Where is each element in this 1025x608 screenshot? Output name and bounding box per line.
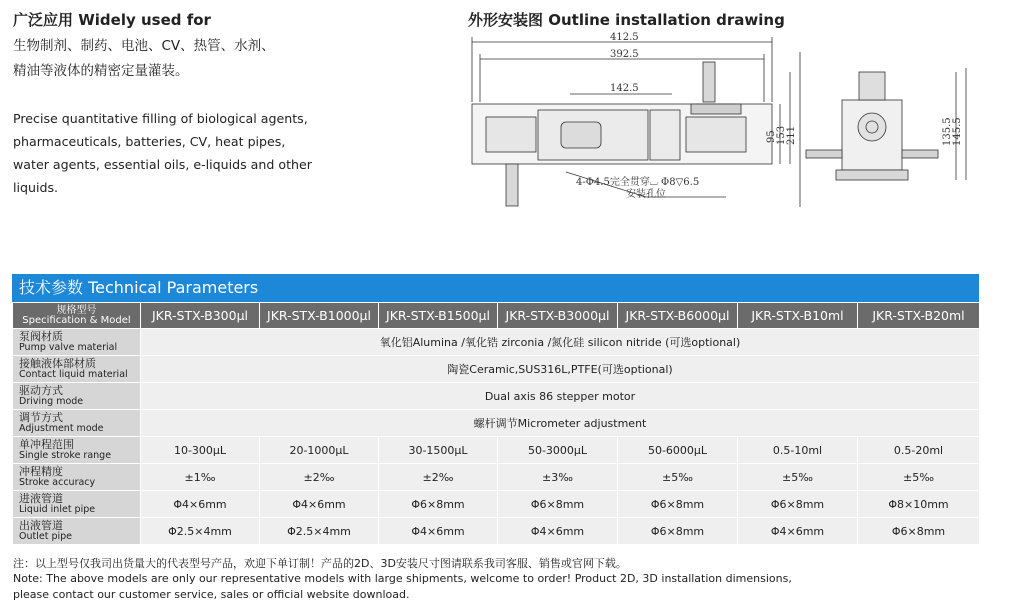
hole-note: 4-Φ4.5完全贯穿⌴ Φ8▽6.5 (576, 177, 700, 188)
applications-title: 广泛应用 Widely used for (13, 11, 211, 29)
row-label-zh: 泵阀材质 (19, 330, 63, 343)
table-row (13, 437, 980, 464)
table-cell: Φ2.5×4mm (260, 518, 379, 545)
table-cell: Φ4×6mm (379, 518, 498, 545)
table-cell: 10-300µL (141, 437, 260, 464)
model-header: JKR-STX-B3000µl (498, 303, 618, 329)
row-label-zh: 调节方式 (19, 411, 63, 424)
dim-95: 95 (766, 130, 777, 143)
table-row (13, 464, 980, 491)
dim-142-5: 142.5 (610, 83, 639, 94)
table-cell: Φ4×6mm (141, 491, 260, 518)
drawing-title: 外形安装图 Outline installation drawing (468, 11, 785, 29)
row-label (13, 437, 141, 464)
row-label (13, 464, 141, 491)
table-row (13, 383, 980, 410)
table-cell: Φ6×8mm (858, 518, 980, 545)
model-header: JKR-STX-B20ml (858, 303, 980, 329)
table-cell: 50-3000µL (498, 437, 618, 464)
table-row (13, 491, 980, 518)
table-cell: Φ4×6mm (260, 491, 379, 518)
row-label-zh: 进液管道 (19, 492, 63, 505)
table-cell: 0.5-20ml (858, 437, 980, 464)
row-label-en: Adjustment mode (19, 423, 104, 434)
row-value: 螺杆调节Micrometer adjustment (141, 410, 980, 437)
row-label (13, 518, 141, 545)
table-cell: Φ6×8mm (498, 491, 618, 518)
note-en-line-2: please contact our customer service, sales or official website download. (13, 588, 410, 601)
model-header: JKR-STX-B300µl (141, 303, 260, 329)
table-cell: 20-1000µL (260, 437, 379, 464)
table-cell: ±3‰ (498, 464, 618, 491)
table-header-row (13, 303, 980, 329)
note-zh: 注：以上型号仅我司出货量大的代表型号产品，欢迎下单订制！产品的2D、3D安装尺寸图请联系我司客服、销售或官网下载。 (13, 557, 627, 570)
model-header: JKR-STX-B6000µl (618, 303, 738, 329)
model-header: JKR-STX-B1500µl (379, 303, 498, 329)
row-label-en: Stroke accuracy (19, 477, 96, 488)
row-label (13, 491, 141, 518)
row-label-zh: 冲程精度 (19, 465, 63, 478)
tech-params-table (12, 302, 980, 545)
row-value: Dual axis 86 stepper motor (141, 383, 980, 410)
table-cell: ±1‰ (141, 464, 260, 491)
row-label-en: Driving mode (19, 396, 84, 407)
hole-label: 安装孔位 (626, 189, 666, 200)
dim-145-5: 145.5 (952, 117, 963, 146)
row-label-en: Outlet pipe (19, 531, 72, 542)
table-row (13, 410, 980, 437)
table-row (13, 518, 980, 545)
table-cell: Φ4×6mm (738, 518, 858, 545)
dim-211: 211 (786, 125, 797, 145)
row-label (13, 356, 141, 383)
row-label-en: Single stroke range (19, 450, 112, 461)
row-value: 氧化铝Alumina /氧化锆 zirconia /氮化硅 silicon nitride (可选optional) (141, 329, 980, 356)
row-label-en: Pump valve material (19, 342, 118, 353)
table-cell: Φ8×10mm (858, 491, 980, 518)
table-cell: Φ6×8mm (618, 491, 738, 518)
note-en-line-1: Note: The above models are only our representative models with large shipments, welcome to order! Product 2D, 3D installation dimensions, (13, 572, 792, 585)
table-cell: 30-1500µL (379, 437, 498, 464)
table-cell: ±2‰ (260, 464, 379, 491)
applications-en-text: Precise quantitative filling of biological agents, pharmaceuticals, batteries, CV, heat pipes, water agents, essential oils, e-liquids and other liquids. (13, 111, 312, 195)
table-cell: Φ2.5×4mm (141, 518, 260, 545)
tech-params-title: 技术参数 Technical Parameters (12, 274, 979, 302)
row-label (13, 383, 141, 410)
row-label-zh: 驱动方式 (19, 384, 63, 397)
table-cell: Φ6×8mm (379, 491, 498, 518)
table-cell: ±5‰ (858, 464, 980, 491)
dim-153: 153 (776, 125, 787, 145)
row-label-zh: 接触液体部材质 (19, 357, 96, 370)
table-cell: Φ4×6mm (498, 518, 618, 545)
row-label-zh: 出液管道 (19, 519, 63, 532)
table-cell: Φ6×8mm (618, 518, 738, 545)
spec-model-header-en: Specification & Model (22, 314, 131, 326)
model-header: JKR-STX-B10ml (738, 303, 858, 329)
row-label-en: Liquid inlet pipe (19, 504, 96, 515)
row-label-en: Contact liquid material (19, 369, 128, 380)
table-cell: ±5‰ (618, 464, 738, 491)
row-value: 陶瓷Ceramic,SUS316L,PTFE(可选optional) (141, 356, 980, 383)
table-row (13, 356, 980, 383)
applications-zh-line-2: 精油等液体的精密定量灌装。 (13, 63, 189, 79)
outline-installation-drawing (466, 32, 986, 232)
table-cell: Φ6×8mm (738, 491, 858, 518)
row-label-zh: 单冲程范围 (19, 438, 74, 451)
table-cell: ±5‰ (738, 464, 858, 491)
table-row (13, 329, 980, 356)
dim-412-5: 412.5 (610, 32, 639, 43)
spec-model-header (13, 303, 141, 329)
model-header: JKR-STX-B1000µl (260, 303, 379, 329)
dim-135-5: 135.5 (942, 117, 953, 146)
applications-zh-line-1: 生物制剂、制药、电池、CV、热管、水剂、 (13, 38, 275, 54)
table-cell: ±2‰ (379, 464, 498, 491)
row-label (13, 410, 141, 437)
dim-392-5: 392.5 (610, 49, 639, 60)
table-cell: 0.5-10ml (738, 437, 858, 464)
row-label (13, 329, 141, 356)
table-cell: 50-6000µL (618, 437, 738, 464)
spec-model-header-zh: 规格型号 (56, 304, 97, 316)
